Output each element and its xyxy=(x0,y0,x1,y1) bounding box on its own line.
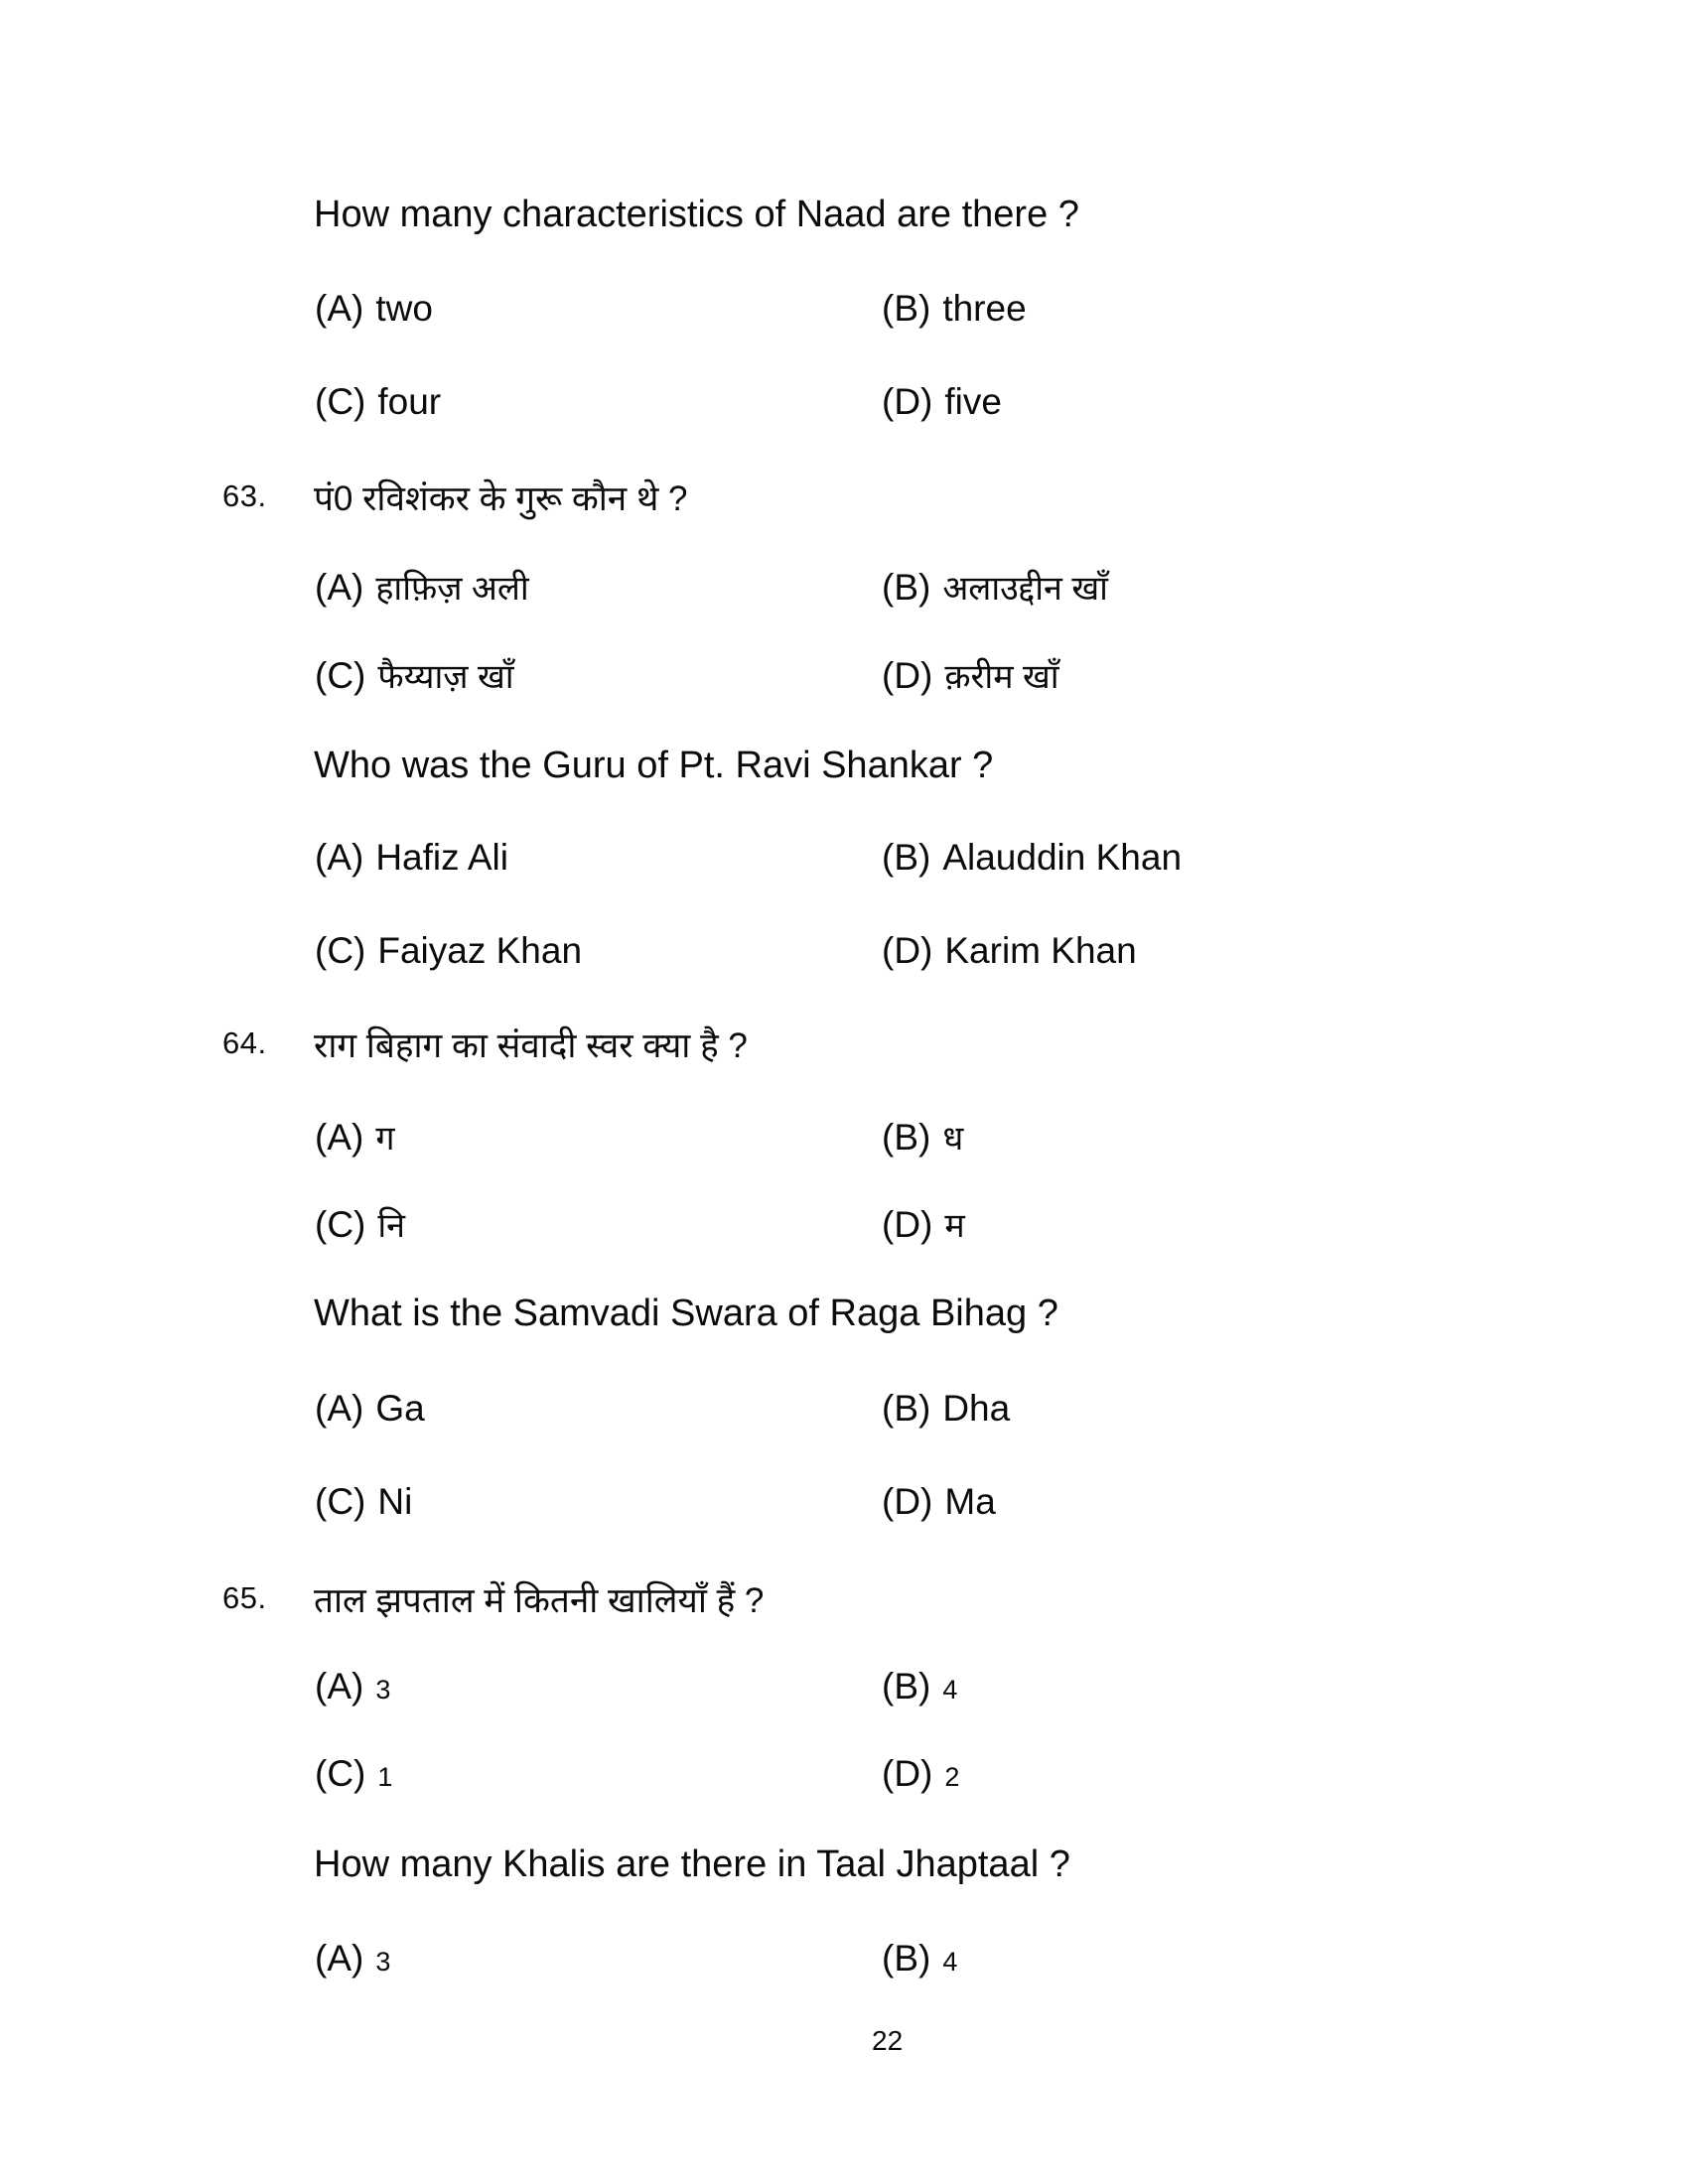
option-label: (A) xyxy=(315,837,364,878)
option-a xyxy=(315,1388,425,1430)
option-label: (A) xyxy=(315,567,364,608)
option-value: Ga xyxy=(375,1388,425,1429)
option-value: Ni xyxy=(377,1481,413,1522)
option-value: 4 xyxy=(942,1675,958,1705)
option-a xyxy=(315,1114,394,1160)
option-c xyxy=(315,1201,405,1247)
option-value: अलाउद्दीन खाँ xyxy=(942,570,1108,608)
option-value: 3 xyxy=(375,1947,391,1977)
option-value: Hafiz Ali xyxy=(375,837,508,878)
option-a xyxy=(315,288,433,330)
question-number: 63. xyxy=(222,478,267,513)
option-label: (B) xyxy=(882,1388,931,1429)
page-number: 22 xyxy=(872,2025,904,2056)
option-b xyxy=(882,1666,957,1707)
option-c xyxy=(315,1481,412,1523)
option-label: (B) xyxy=(882,1117,931,1158)
option-c xyxy=(315,1753,392,1795)
option-a xyxy=(315,1938,390,1979)
option-d xyxy=(882,1481,996,1523)
option-value: Ma xyxy=(944,1481,996,1522)
option-label: (D) xyxy=(882,381,933,422)
option-label: (A) xyxy=(315,1388,364,1429)
option-label: (C) xyxy=(315,381,366,422)
option-a xyxy=(315,837,508,879)
option-b xyxy=(882,1938,957,1979)
option-value: ध xyxy=(942,1120,964,1158)
question-text-hindi: पं0 रविशंकर के गुरू कौन थे ? xyxy=(314,479,688,518)
option-label: (B) xyxy=(882,288,931,329)
option-label: (B) xyxy=(882,1938,931,1979)
option-label: (D) xyxy=(882,1753,933,1794)
question-text-english: What is the Samvadi Swara of Raga Bihag ? xyxy=(314,1293,1058,1334)
option-d xyxy=(882,652,1059,698)
option-value: two xyxy=(375,288,433,329)
option-value: म xyxy=(944,1207,965,1245)
option-d xyxy=(882,930,1137,972)
option-value: three xyxy=(942,288,1027,329)
question-text-english: How many characteristics of Naad are there ? xyxy=(314,194,1079,235)
option-label: (D) xyxy=(882,1204,933,1245)
option-value: फैय्याज़ खाँ xyxy=(377,658,514,696)
option-value: four xyxy=(377,381,442,422)
question-text-hindi: ताल झपताल में कितनी खालियाँ हैं ? xyxy=(314,1581,765,1620)
question-number: 65. xyxy=(222,1580,267,1615)
option-label: (A) xyxy=(315,1938,364,1979)
option-value: five xyxy=(944,381,1002,422)
option-b xyxy=(882,1388,1010,1430)
option-label: (B) xyxy=(882,837,931,878)
question-text-english: How many Khalis are there in Taal Jhaptaal ? xyxy=(314,1843,1070,1885)
option-value: Karim Khan xyxy=(944,930,1137,971)
option-label: (C) xyxy=(315,1204,366,1245)
option-d xyxy=(882,1753,959,1795)
option-label: (A) xyxy=(315,1666,364,1706)
question-text-hindi: राग बिहाग का संवादी स्वर क्या है ? xyxy=(314,1026,748,1065)
option-b xyxy=(882,288,1027,330)
option-b xyxy=(882,837,1182,879)
option-value: हाफ़िज़ अली xyxy=(375,570,529,608)
option-label: (D) xyxy=(882,1481,933,1522)
option-label: (B) xyxy=(882,1666,931,1706)
option-value: ग xyxy=(375,1120,395,1158)
option-value: नि xyxy=(377,1207,406,1245)
option-label: (D) xyxy=(882,655,933,696)
option-value: 3 xyxy=(375,1675,391,1705)
option-value: 2 xyxy=(944,1762,960,1792)
option-value: 1 xyxy=(377,1762,393,1792)
option-c xyxy=(315,930,582,972)
option-label: (C) xyxy=(315,1481,366,1522)
option-label: (C) xyxy=(315,1753,366,1794)
option-label: (C) xyxy=(315,930,366,971)
option-value: Dha xyxy=(942,1388,1011,1429)
option-a xyxy=(315,1666,390,1707)
option-b xyxy=(882,1114,963,1160)
option-value: क़रीम खाँ xyxy=(944,658,1059,696)
option-label: (B) xyxy=(882,567,931,608)
option-value: Faiyaz Khan xyxy=(377,930,583,971)
option-label: (A) xyxy=(315,1117,364,1158)
option-d xyxy=(882,381,1002,423)
option-label: (D) xyxy=(882,930,933,971)
option-a xyxy=(315,564,529,610)
option-value: 4 xyxy=(942,1947,958,1977)
question-text-english: Who was the Guru of Pt. Ravi Shankar ? xyxy=(314,745,994,786)
option-b xyxy=(882,564,1108,610)
option-label: (C) xyxy=(315,655,366,696)
option-value: Alauddin Khan xyxy=(942,837,1183,878)
option-c xyxy=(315,652,514,698)
option-label: (A) xyxy=(315,288,364,329)
question-number: 64. xyxy=(222,1025,267,1060)
option-c xyxy=(315,381,441,423)
option-d xyxy=(882,1201,965,1247)
